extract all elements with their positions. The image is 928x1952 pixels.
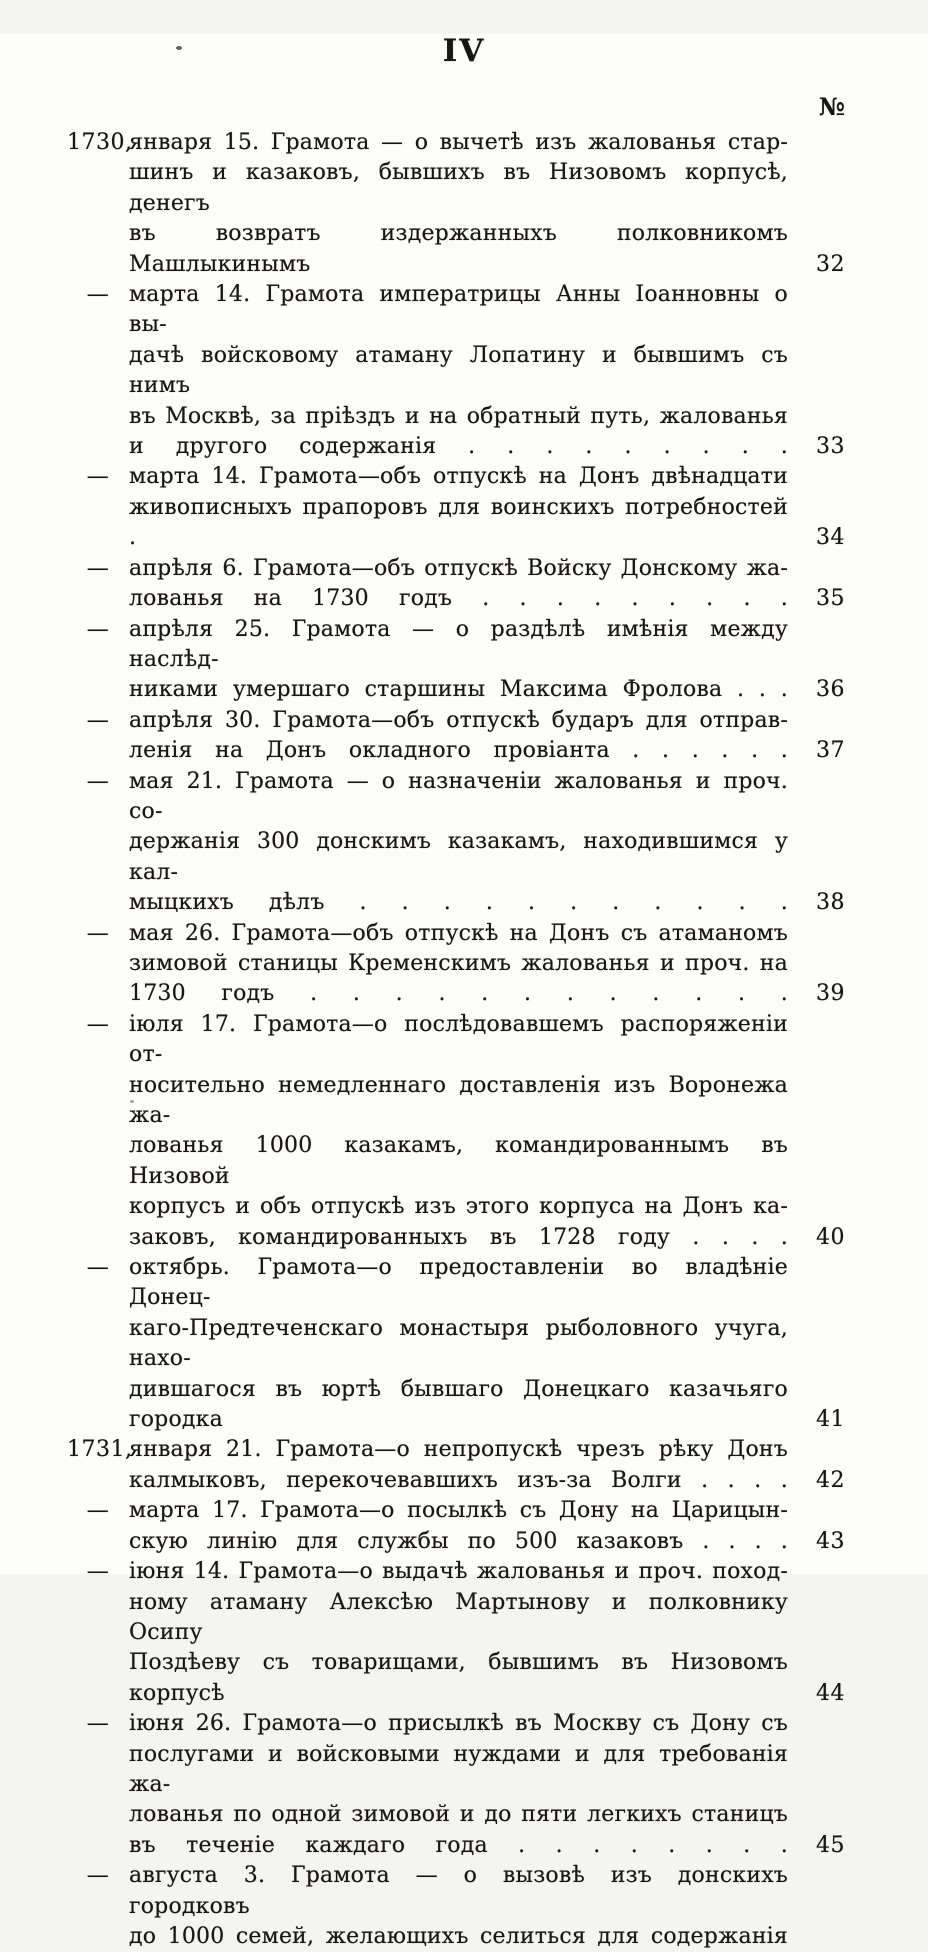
ink-speck [176,46,182,50]
entry-number: 44 [816,1680,845,1706]
entry-number: 33 [816,434,845,460]
entry-line: января 21. Грамота—о непропускѣ чрезъ рѣку Донъ [129,1437,788,1463]
entry-line: дачѣ войсковому атаману Лопатину и бывшимъ съ нимъ [129,342,788,399]
entry-line: держанія 300 донскимъ казакамъ, находившимся у кал- [129,829,788,885]
toc-entry [67,128,845,280]
entry-line: іюля 17. Грамота—о послѣдовавшемъ распоряженіи от- [129,1011,788,1068]
entry-line: мая 21. Грамота — о назначеніи жалованья и проч. со- [129,768,788,824]
toc-entry [67,1435,845,1496]
ditto-dash: — [86,1498,110,1524]
entry-line: марта 14. Грамота—объ отпускѣ на Донъ двѣнадцати [129,464,788,490]
ditto-dash: — [86,282,110,308]
entry-line: и другого содержанія . . . . . . . . . [129,434,788,460]
toc-entry [67,1557,845,1709]
entry-line: калмыковъ, перекочевавшихъ изъ-за Волги . . . . [129,1467,788,1493]
entry-number: 32 [816,251,845,277]
entry-text [129,615,788,706]
entry-text [129,1435,788,1496]
ditto-dash: — [86,1863,110,1889]
entry-text [129,919,788,1010]
entry-text [129,1861,788,1952]
ditto-dash: — [86,707,110,733]
toc-entry [67,1253,845,1435]
toc-entry [67,554,845,615]
ditto-dash: — [86,1559,110,1585]
entry-number: 42 [816,1467,845,1493]
toc-entry [67,1496,845,1557]
ditto-dash: — [86,920,110,946]
entry-line: іюня 26. Грамота—о присылкѣ въ Москву съ Дону съ [129,1711,788,1737]
entry-line: лованья по одной зимовой и до пяти легкихъ станицъ [129,1802,788,1828]
entry-line: въ возвратъ издержанныхъ полковникомъ Машлыкинымъ [129,221,788,277]
entry-year-label: 1731, [67,1437,133,1463]
entry-number: 43 [816,1528,845,1554]
entry-text [129,706,788,767]
entry-text [129,1253,788,1435]
entry-line: въ Москвѣ, за пріѣздъ и на обратный путь, жалованья [129,403,788,429]
ink-speck [130,1100,134,1103]
entry-number: 39 [816,981,845,1007]
ditto-dash: — [86,1255,110,1281]
ditto-dash: — [86,768,110,794]
entry-line: дившагося въ юртѣ бывшаго Донецкаго казачьяго городка [129,1376,788,1433]
entry-line: іюня 14. Грамота—о выдачѣ жалованья и проч. поход- [129,1559,788,1585]
entry-line: въ теченіе каждаго года . . . . . . . . [129,1832,788,1858]
entry-text [129,1709,788,1861]
entry-number: 38 [816,890,845,916]
toc-entry [67,919,845,1010]
entry-line: апрѣля 25. Грамота — о раздѣлѣ имѣнія между наслѣд- [129,616,788,672]
entry-line: октябрь. Грамота—о предоставленіи во владѣніе Донец- [129,1255,788,1311]
entry-line: шинъ и казаковъ, бывшихъ въ Низовомъ корпусѣ, денегъ [129,160,788,216]
toc-entry [67,706,845,767]
entry-line: ленія на Донъ окладного провіанта . . . . . . [129,738,788,764]
entry-line: 1730 годъ . . . . . . . . . . . . [129,981,788,1007]
entry-number: 37 [816,738,845,764]
entry-text [129,1496,788,1557]
entry-text [129,128,788,280]
toc-entry [67,1861,845,1952]
toc-entry [67,615,845,706]
entry-line: лованья на 1730 годъ . . . . . . . . . [129,586,788,612]
entry-line: мая 26. Грамота—объ отпускѣ на Донъ съ атаманомъ [129,920,788,946]
entry-number: 40 [816,1224,845,1250]
entry-line: заковъ, командированныхъ въ 1728 году . . . . [129,1224,788,1250]
entry-line: апрѣля 6. Грамота—объ отпускѣ Войску Донскому жа- [129,555,788,581]
entry-number: 35 [816,586,845,612]
toc-entry [67,1709,845,1861]
entry-text [129,462,788,553]
entry-year-label: 1730, [67,130,133,155]
ditto-dash: — [86,1011,110,1037]
toc-entry [67,462,845,553]
entry-line: носительно немедленнаго доставленія изъ Воронежа жа- [129,1072,788,1128]
entry-text [129,1010,788,1253]
toc-entry [67,1010,845,1253]
entry-line: корпусъ и объ отпускѣ изъ этого корпуса на Донъ ка- [129,1194,788,1220]
entry-line: Поздѣеву съ товарищами, бывшимъ въ Низовомъ корпусѣ [129,1650,788,1706]
entry-line: января 15. Грамота — о вычетѣ изъ жалованья стар- [129,130,788,155]
ditto-dash: — [86,1711,110,1737]
entry-line: лованья 1000 казакамъ, командированнымъ въ Низовой [129,1133,788,1189]
ditto-dash: — [86,464,110,490]
scanned-book-page [0,33,928,1949]
entry-line: скую линію для службы по 500 казаковъ . . . . [129,1528,788,1554]
entry-line: никами умершаго старшины Максима Фролова . . . [129,677,788,703]
entry-line: каго-Предтеченскаго монастыря рыболовного учуга, нахо- [129,1315,788,1372]
entry-number: 41 [816,1407,845,1433]
entry-line: ному атаману Алексѣю Мартынову и полковнику Осипу [129,1589,788,1645]
toc-list [0,128,928,1952]
entry-text [129,280,788,462]
entry-line: зимовой станицы Кременскимъ жалованья и проч. на [129,950,788,976]
ditto-dash: — [86,616,110,642]
toc-entry [67,280,845,462]
entry-number: 45 [816,1832,845,1858]
page-number-roman: IV [442,33,486,69]
ditto-dash: — [86,555,110,581]
entry-line: марта 17. Грамота—о посылкѣ съ Дону на Царицын- [129,1498,788,1524]
entry-number: 36 [816,677,845,703]
numero-column-header: № [818,92,845,121]
entry-line: живописныхъ прапоровъ для воинскихъ потребностей . [129,494,788,551]
toc-entry [67,767,845,919]
entry-line: марта 14. Грамота императрицы Анны Іоанновны о вы- [129,282,788,338]
entry-line: мыцкихъ дѣлъ . . . . . . . . . . . [129,890,788,916]
entry-text [129,1557,788,1709]
entry-line: до 1000 семей, желающихъ селиться для содержанія [129,1923,788,1949]
entry-line: августа 3. Грамота — о вызовѣ изъ донскихъ городковъ [129,1863,788,1919]
entry-text [129,554,788,615]
entry-line: послугами и войсковыми нуждами и для требованія жа- [129,1741,788,1797]
entry-text [129,767,788,919]
entry-number: 34 [816,525,845,551]
entry-line: апрѣля 30. Грамота—объ отпускѣ бударъ для отправ- [129,707,788,733]
